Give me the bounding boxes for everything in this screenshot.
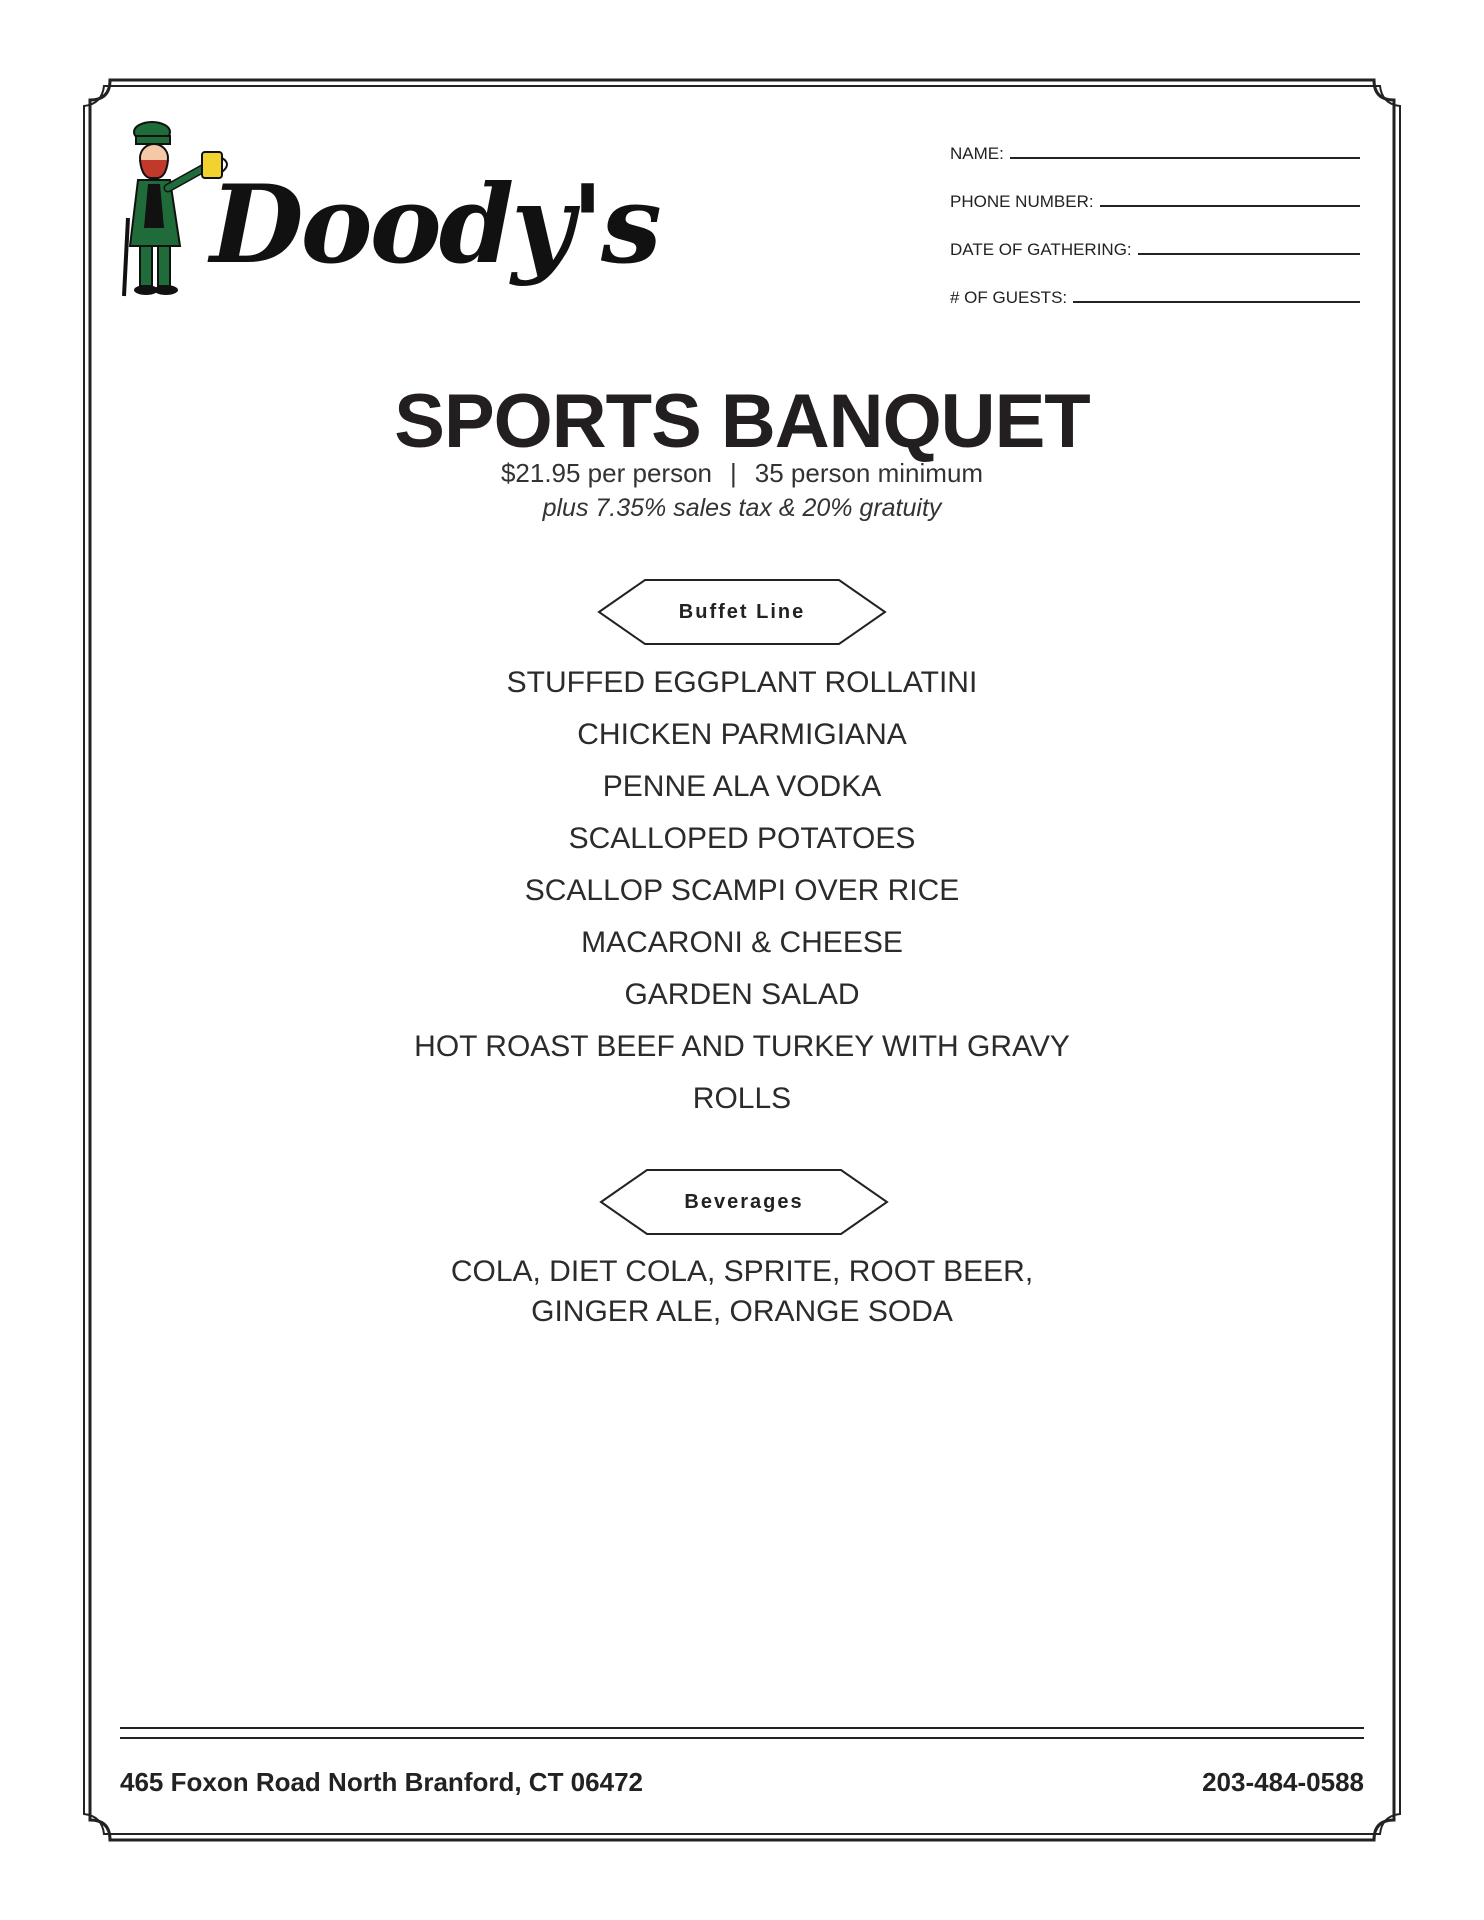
buffet-menu-list (0, 660, 1484, 1128)
logo (118, 118, 659, 338)
guests-label: # OF GUESTS: (950, 288, 1068, 307)
tax-note: plus 7.35% sales tax & 20% gratuity (542, 494, 942, 522)
guest-info-form (950, 116, 1360, 308)
menu-item: STUFFED EGGPLANT ROLLATINI (506, 666, 978, 699)
beverages-heading-badge (599, 1167, 889, 1237)
buffet-heading-badge (597, 577, 887, 647)
beverages-line-1: COLA, DIET COLA, SPRITE, ROOT BEER, (450, 1255, 1034, 1288)
beverages-list (0, 1252, 1484, 1332)
menu-item: HOT ROAST BEEF AND TURKEY WITH GRAVY (414, 1030, 1070, 1063)
menu-item: SCALLOP SCAMPI OVER RICE (524, 874, 960, 907)
date-blank[interactable] (1138, 253, 1360, 255)
price-per-person: $21.95 per person (500, 458, 712, 488)
footer-divider (120, 1737, 1364, 1739)
phone-label: PHONE NUMBER: (950, 192, 1094, 211)
menu-item: SCALLOPED POTATOES (568, 822, 916, 855)
footer-phone: 203-484-0588 (1202, 1767, 1364, 1797)
beverages-heading: Beverages (684, 1191, 804, 1213)
date-label: DATE OF GATHERING: (950, 240, 1132, 259)
guests-field[interactable] (950, 260, 1360, 308)
name-label: NAME: (950, 144, 1004, 163)
name-field[interactable] (950, 116, 1360, 164)
page-title: SPORTS BANQUET (394, 379, 1090, 464)
menu-item: CHICKEN PARMIGIANA (577, 718, 907, 751)
guests-blank[interactable] (1073, 301, 1360, 303)
minimum-guests: 35 person minimum (754, 458, 984, 488)
date-field[interactable] (950, 212, 1360, 260)
phone-blank[interactable] (1100, 205, 1360, 207)
brand-wordmark: Doody's (210, 162, 659, 288)
price-separator: | (729, 458, 737, 488)
menu-item: MACARONI & CHEESE (581, 926, 903, 959)
menu-item: PENNE ALA VODKA (602, 770, 882, 803)
name-blank[interactable] (1010, 157, 1360, 159)
footer-address: 465 Foxon Road North Branford, CT 06472 (120, 1767, 643, 1797)
menu-item: GARDEN SALAD (624, 978, 860, 1011)
buffet-heading: Buffet Line (678, 601, 806, 623)
phone-field[interactable] (950, 164, 1360, 212)
footer-divider (120, 1727, 1364, 1729)
price-line (0, 458, 1484, 489)
menu-item: ROLLS (692, 1082, 792, 1115)
beverages-line-2: GINGER ALE, ORANGE SODA (531, 1295, 953, 1328)
